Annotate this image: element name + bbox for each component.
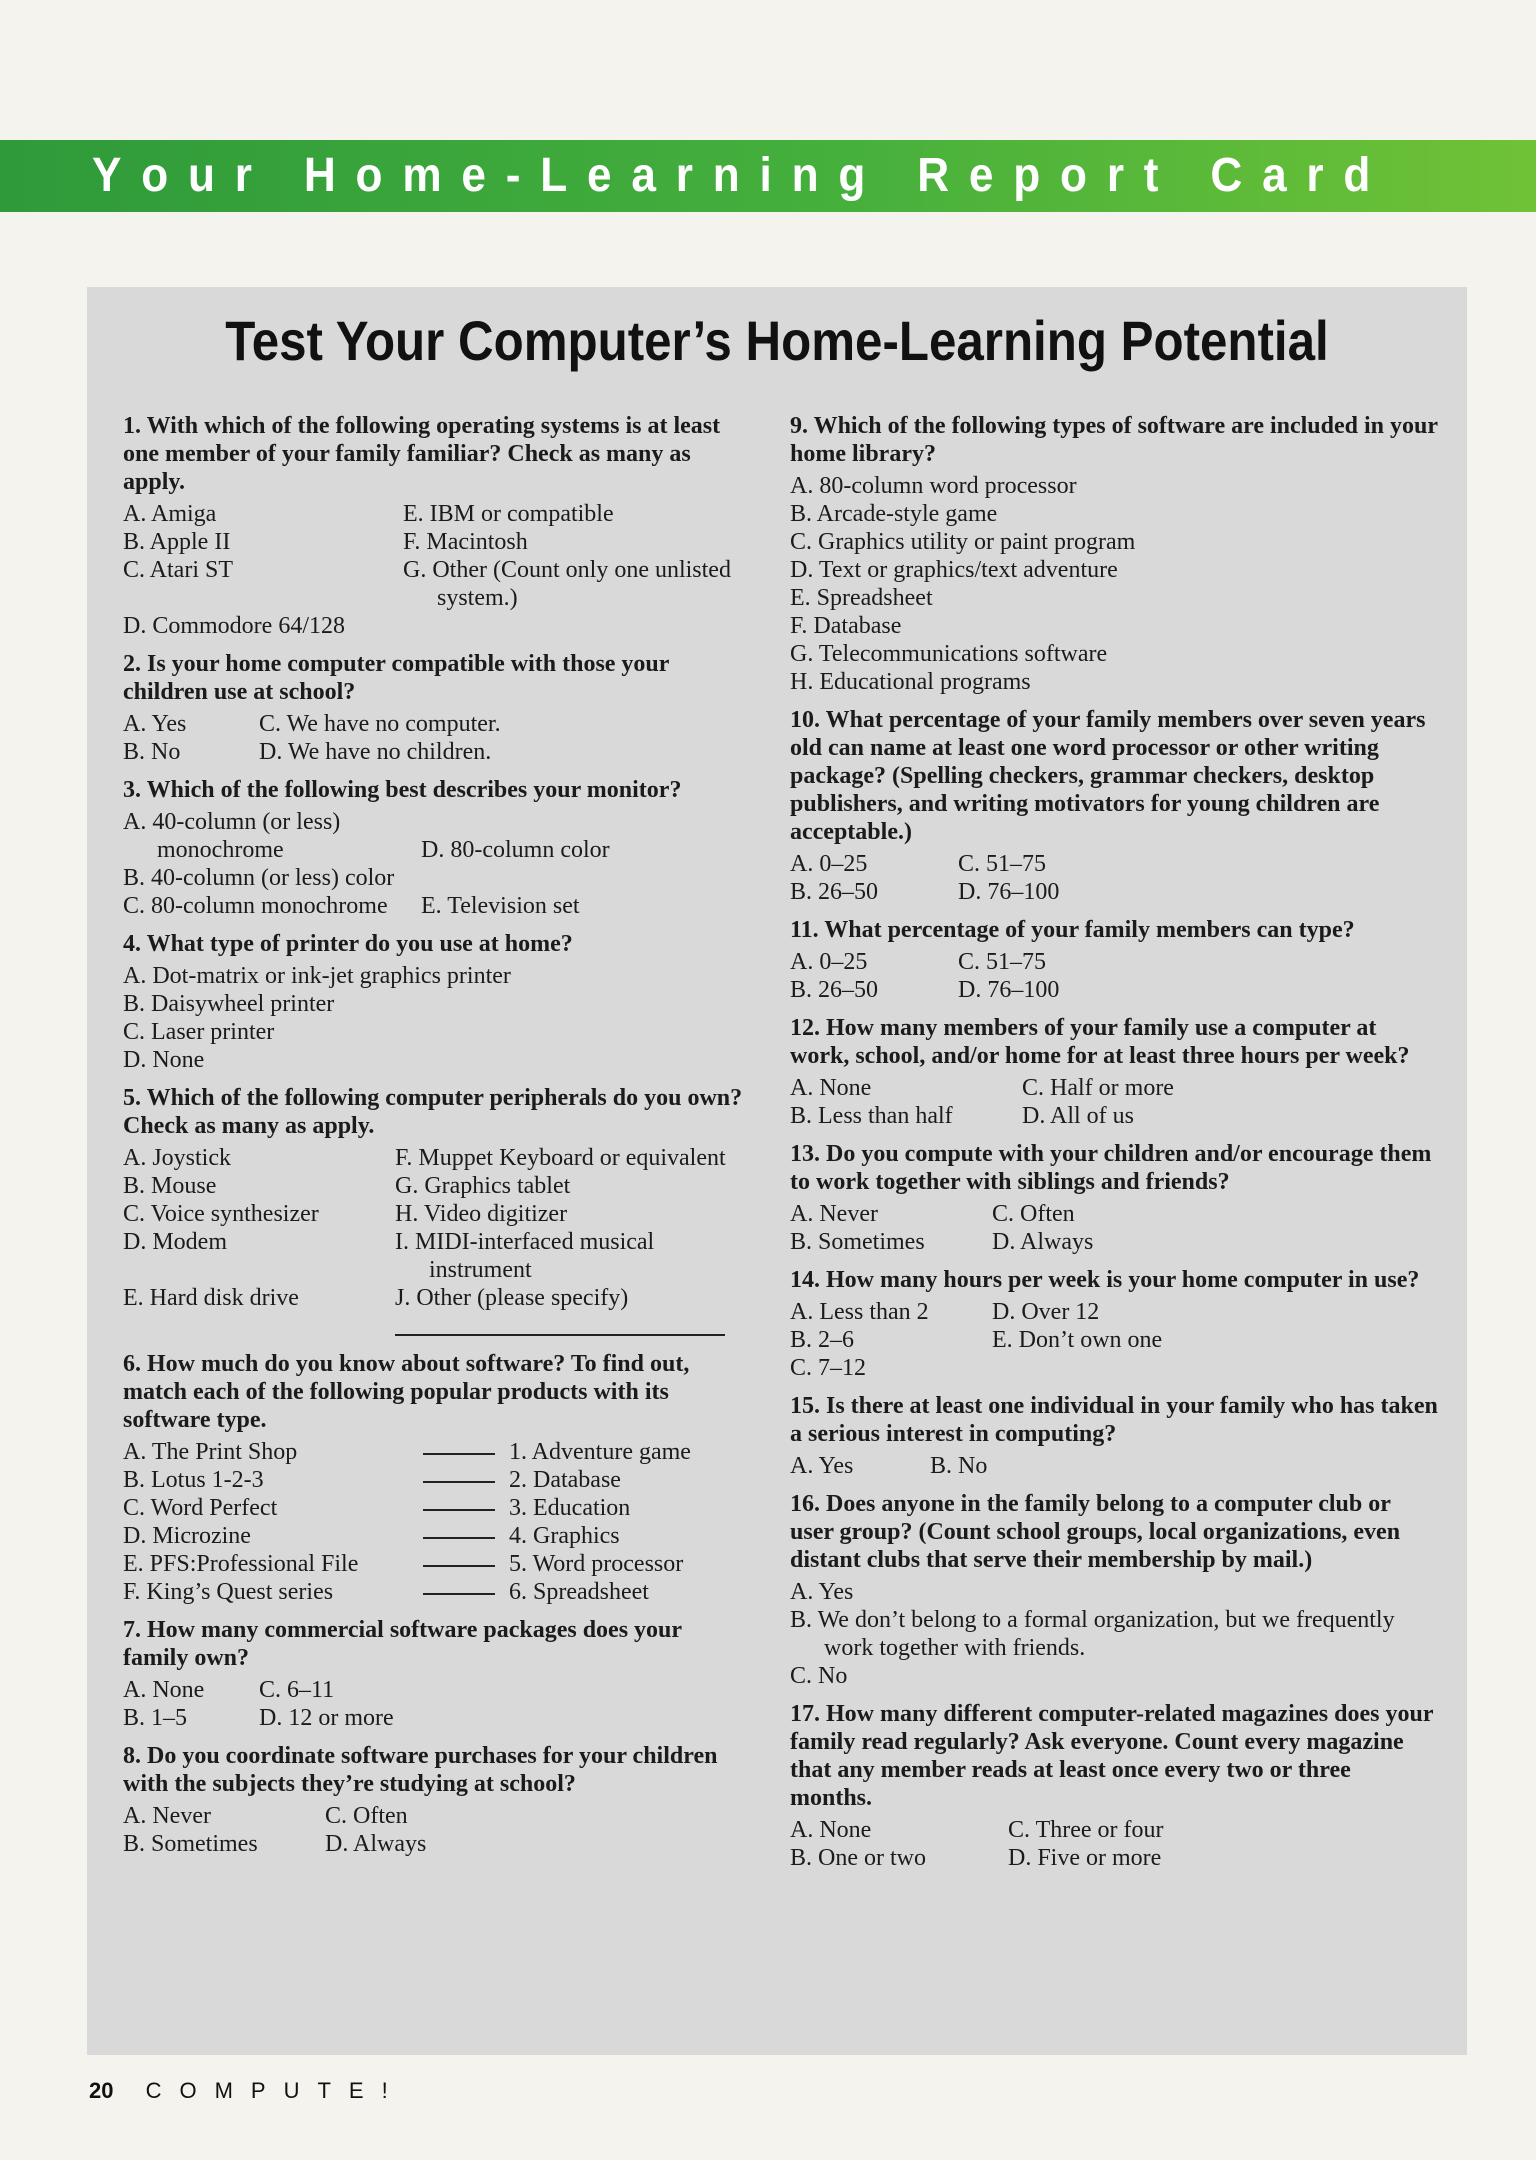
option[interactable]: F. Database xyxy=(790,613,902,639)
product-item: A. The Print Shop xyxy=(123,1439,298,1465)
question-3 xyxy=(123,776,747,920)
option[interactable]: C. No xyxy=(790,1663,848,1689)
option[interactable]: A. 0–25 xyxy=(790,851,868,877)
question-16 xyxy=(790,1490,1438,1690)
option[interactable]: C. 51–75 xyxy=(958,949,1047,975)
question-text: 12. How many members of your family use a computer at work, school, and/or home for at least three hours per week? xyxy=(790,1015,1410,1069)
quiz-panel xyxy=(87,287,1467,2055)
option[interactable]: A. 40-column (or less) monochrome xyxy=(123,809,341,863)
specify-input-line[interactable] xyxy=(395,1312,725,1336)
option[interactable]: A. Never xyxy=(123,1803,211,1829)
option[interactable]: E. Spreadsheet xyxy=(790,585,933,611)
option[interactable]: A. Yes xyxy=(123,711,187,737)
option[interactable]: A. Joystick xyxy=(123,1145,231,1171)
option[interactable]: E. IBM or compatible xyxy=(403,501,614,527)
option[interactable]: B. Less than half xyxy=(790,1103,953,1129)
option[interactable]: B. Daisywheel printer xyxy=(123,991,335,1017)
option[interactable]: E. Don’t own one xyxy=(992,1327,1163,1353)
option[interactable]: H. Video digitizer xyxy=(395,1201,568,1227)
option[interactable]: F. Muppet Keyboard or equivalent xyxy=(395,1145,726,1171)
product-item: E. PFS:Professional File xyxy=(123,1551,359,1577)
product-item: F. King’s Quest series xyxy=(123,1579,334,1605)
option[interactable]: A. None xyxy=(790,1817,872,1843)
option[interactable]: J. Other (please specify) xyxy=(395,1285,629,1311)
option[interactable]: E. Television set xyxy=(421,893,580,919)
answer-blank[interactable] xyxy=(423,1565,495,1567)
question-text: 16. Does anyone in the family belong to a computer club or user group? (Count school groups, local organizations, even distant clubs that serve their membership by mail.) xyxy=(790,1491,1401,1573)
right-column xyxy=(790,412,1438,1882)
question-text: 15. Is there at least one individual in your family who has taken a serious interest in computing? xyxy=(790,1393,1438,1447)
option[interactable]: D. 76–100 xyxy=(958,977,1060,1003)
question-text: 14. How many hours per week is your home computer in use? xyxy=(790,1267,1420,1293)
option[interactable]: B. 26–50 xyxy=(790,879,879,905)
answer-blank[interactable] xyxy=(423,1509,495,1511)
product-item: B. Lotus 1-2-3 xyxy=(123,1467,264,1493)
answer-blank[interactable] xyxy=(423,1453,495,1455)
option[interactable]: C. 51–75 xyxy=(958,851,1047,877)
option[interactable]: B. 1–5 xyxy=(123,1705,188,1731)
question-text: 13. Do you compute with your children and/or encourage them to work together with siblings and friends? xyxy=(790,1141,1432,1195)
software-type-item[interactable]: 6. Spreadsheet xyxy=(423,1578,747,1606)
question-6 xyxy=(123,1350,747,1606)
question-1 xyxy=(123,412,747,640)
question-text: 10. What percentage of your family members over seven years old can name at least one word processor or other writing package? (Spelling checkers, grammar checkers, desktop publishers, and writing motivators for young children are acceptable.) xyxy=(790,707,1426,845)
option[interactable]: C. We have no computer. xyxy=(259,711,501,737)
question-11 xyxy=(790,916,1438,1004)
question-9 xyxy=(790,412,1438,696)
option[interactable]: D. Five or more xyxy=(1008,1845,1162,1871)
option[interactable]: B. No xyxy=(930,1453,988,1479)
option[interactable]: G. Telecommunications software xyxy=(790,641,1108,667)
option[interactable]: F. Macintosh xyxy=(403,529,528,555)
option[interactable]: D. Always xyxy=(992,1229,1094,1255)
option[interactable]: G. Other (Count only one unlisted system.) xyxy=(403,557,731,611)
question-text: 7. How many commercial software packages does your family own? xyxy=(123,1617,682,1671)
option[interactable]: C. Atari ST xyxy=(123,557,234,583)
option[interactable]: G. Graphics tablet xyxy=(395,1173,571,1199)
option[interactable]: A. Yes xyxy=(790,1579,854,1605)
software-type-item[interactable]: 2. Database xyxy=(423,1466,747,1494)
question-17 xyxy=(790,1700,1438,1872)
question-text: 3. Which of the following best describes your monitor? xyxy=(123,777,682,803)
option[interactable]: A. Dot-matrix or ink-jet graphics printer xyxy=(123,963,511,989)
section-banner xyxy=(0,140,1536,212)
option[interactable]: D. None xyxy=(123,1047,205,1073)
option[interactable]: A. Amiga xyxy=(123,501,217,527)
option[interactable]: B. We don’t belong to a formal organization, but we frequently work together with friends. xyxy=(790,1607,1395,1661)
page-title: Test Your Computer’s Home-Learning Potential xyxy=(225,309,1329,372)
option[interactable]: C. Often xyxy=(992,1201,1075,1227)
option[interactable]: C. Three or four xyxy=(1008,1817,1164,1843)
option[interactable]: B. Sometimes xyxy=(123,1831,258,1857)
option[interactable]: B. 2–6 xyxy=(790,1327,855,1353)
product-item: C. Word Perfect xyxy=(123,1495,278,1521)
option[interactable]: B. Mouse xyxy=(123,1173,217,1199)
option[interactable]: B. Arcade-style game xyxy=(790,501,998,527)
option[interactable]: D. 80-column color xyxy=(421,837,610,863)
option[interactable]: D. 76–100 xyxy=(958,879,1060,905)
question-text: 2. Is your home computer compatible with those your children use at school? xyxy=(123,651,669,705)
question-text: 1. With which of the following operating systems is at least one member of your family familiar? Check as many as apply. xyxy=(123,413,721,495)
option[interactable]: H. Educational programs xyxy=(790,669,1031,695)
option[interactable]: A. None xyxy=(790,1075,872,1101)
option[interactable]: A. None xyxy=(123,1677,205,1703)
question-text: 4. What type of printer do you use at home? xyxy=(123,931,573,957)
option[interactable]: C. Half or more xyxy=(1022,1075,1174,1101)
option[interactable]: D. We have no children. xyxy=(259,739,492,765)
option[interactable]: D. Over 12 xyxy=(992,1299,1100,1325)
page-footer xyxy=(89,2078,406,2104)
option[interactable]: A. Never xyxy=(790,1201,878,1227)
option[interactable]: A. 80-column word processor xyxy=(790,473,1077,499)
option[interactable]: D. Commodore 64/128 xyxy=(123,613,345,639)
option[interactable]: C. Laser printer xyxy=(123,1019,275,1045)
option[interactable]: C. Voice synthesizer xyxy=(123,1201,319,1227)
page-number: 20 xyxy=(89,2078,114,2103)
option[interactable]: D. 12 or more xyxy=(259,1705,394,1731)
option[interactable]: B. No xyxy=(123,739,181,765)
question-text: 6. How much do you know about software? To find out, match each of the following popular products with its software type. xyxy=(123,1351,690,1433)
option[interactable]: D. Always xyxy=(325,1831,427,1857)
option[interactable]: B. One or two xyxy=(790,1845,926,1871)
software-type-item[interactable]: 1. Adventure game xyxy=(423,1438,747,1466)
question-13 xyxy=(790,1140,1438,1256)
banner-title: Y o u r H o m e - L e a r n i n g R e p o r t C a r d xyxy=(92,149,1371,202)
option[interactable]: D. Text or graphics/text adventure xyxy=(790,557,1118,583)
question-text: 8. Do you coordinate software purchases for your children with the subjects they’re studying at school? xyxy=(123,1743,718,1797)
option[interactable]: A. Less than 2 xyxy=(790,1299,929,1325)
software-type-item[interactable]: 4. Graphics xyxy=(423,1522,747,1550)
option[interactable]: B. Sometimes xyxy=(790,1229,925,1255)
option[interactable]: E. Hard disk drive xyxy=(123,1285,299,1311)
question-14 xyxy=(790,1266,1438,1382)
matching-list xyxy=(123,1438,747,1606)
answer-blank[interactable] xyxy=(423,1537,495,1539)
option[interactable]: C. Often xyxy=(325,1803,408,1829)
answer-blank[interactable] xyxy=(423,1593,495,1595)
option[interactable]: D. Modem xyxy=(123,1229,227,1255)
option[interactable]: C. 6–11 xyxy=(259,1677,335,1703)
option[interactable]: I. MIDI-interfaced musical instrument xyxy=(395,1229,655,1283)
option[interactable]: B. 40-column (or less) color xyxy=(123,865,395,891)
answer-blank[interactable] xyxy=(423,1481,495,1483)
question-12 xyxy=(790,1014,1438,1130)
question-5 xyxy=(123,1084,747,1336)
option[interactable]: B. 26–50 xyxy=(790,977,879,1003)
question-2 xyxy=(123,650,747,766)
option[interactable]: A. 0–25 xyxy=(790,949,868,975)
option[interactable]: A. Yes xyxy=(790,1453,854,1479)
question-8 xyxy=(123,1742,747,1858)
option[interactable]: C. 7–12 xyxy=(790,1355,867,1381)
question-text: 17. How many different computer-related magazines does your family read regularly? Ask everyone. Count every magazine that any member reads at least once every two or three months. xyxy=(790,1701,1434,1811)
question-15 xyxy=(790,1392,1438,1480)
left-column xyxy=(123,412,747,1868)
option[interactable]: D. All of us xyxy=(1022,1103,1135,1129)
question-text: 11. What percentage of your family members can type? xyxy=(790,917,1355,943)
question-10 xyxy=(790,706,1438,906)
product-item: D. Microzine xyxy=(123,1523,251,1549)
question-7 xyxy=(123,1616,747,1732)
option[interactable]: B. Apple II xyxy=(123,529,231,555)
magazine-name: COMPUTE! xyxy=(145,2078,406,2103)
question-4 xyxy=(123,930,747,1074)
option[interactable]: C. Graphics utility or paint program xyxy=(790,529,1136,555)
option[interactable]: C. 80-column monochrome xyxy=(123,893,388,919)
question-text: 9. Which of the following types of software are included in your home library? xyxy=(790,413,1438,467)
question-text: 5. Which of the following computer peripherals do you own? Check as many as apply. xyxy=(123,1085,743,1139)
software-type-item[interactable]: 3. Education xyxy=(423,1494,747,1522)
software-type-item[interactable]: 5. Word processor xyxy=(423,1550,747,1578)
